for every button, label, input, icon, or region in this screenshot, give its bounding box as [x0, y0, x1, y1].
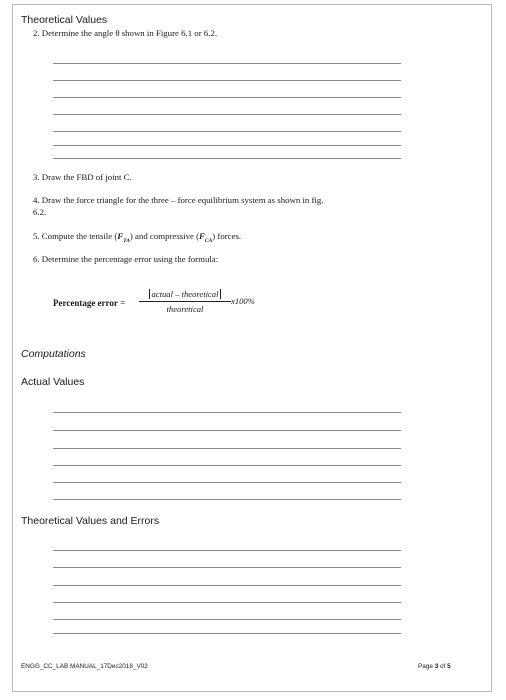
- item-3-text: 3. Draw the FBD of joint C.: [33, 172, 132, 182]
- answer-line: [53, 465, 401, 466]
- answer-line: [53, 602, 401, 603]
- answer-line: [53, 412, 401, 413]
- answer-line: [53, 550, 401, 551]
- answer-line: [53, 633, 401, 634]
- answer-line: [53, 499, 401, 500]
- answer-line: [53, 97, 401, 98]
- item-2-text: 2. Determine the angle θ shown in Figure 6.1 or 6.2.: [33, 28, 218, 38]
- force-tensile-subscript: TA: [123, 237, 130, 244]
- item-5-text: [33, 231, 241, 244]
- answer-line: [53, 145, 401, 146]
- force-compressive-subscript: CA: [204, 237, 213, 244]
- section-title-theoretical-values-and-errors: Theoretical Values and Errors: [21, 515, 160, 527]
- footer-document-id: ENGG_CC_LAB MANUAL_17Dec2018_V02: [21, 663, 148, 670]
- answer-line: [53, 430, 401, 431]
- item-5-mid: ) and compressive (: [129, 231, 200, 241]
- formula-denominator: theoretical: [166, 304, 204, 314]
- formula-suffix: x100%: [231, 296, 255, 306]
- footer-page-number: Page 3 of 5: [418, 663, 451, 670]
- percentage-error-label: Percentage error =: [53, 298, 126, 308]
- document-page: [12, 4, 492, 692]
- answer-line: [53, 80, 401, 81]
- fraction-bar: [139, 301, 231, 302]
- item-4-text: 4. Draw the force triangle for the three – force equilibrium system as shown in fig.: [33, 195, 324, 205]
- answer-line: [53, 131, 401, 132]
- answer-line: [53, 619, 401, 620]
- force-tensile-symbol: F: [117, 231, 124, 241]
- percentage-error-fraction: [139, 289, 231, 314]
- item-5-pre: 5. Compute the tensile (: [33, 231, 118, 241]
- force-compressive-symbol: F: [199, 231, 205, 241]
- answer-line: [53, 585, 401, 586]
- answer-line: [53, 63, 401, 64]
- formula-numerator: actual – theoretical: [149, 289, 222, 299]
- answer-line: [53, 567, 401, 568]
- answer-line: [53, 482, 401, 483]
- item-6-text: 6. Determine the percentage error using the formula:: [33, 254, 219, 264]
- section-title-theoretical-values: Theoretical Values: [21, 14, 108, 26]
- item-4-text-continued: 6.2.: [33, 207, 47, 217]
- item-5-post: ) forces.: [212, 231, 242, 241]
- answer-line: [53, 114, 401, 115]
- answer-line: [53, 448, 401, 449]
- answer-line: [53, 158, 401, 159]
- section-title-computations: Computations: [21, 348, 86, 360]
- section-title-actual-values: Actual Values: [21, 376, 85, 388]
